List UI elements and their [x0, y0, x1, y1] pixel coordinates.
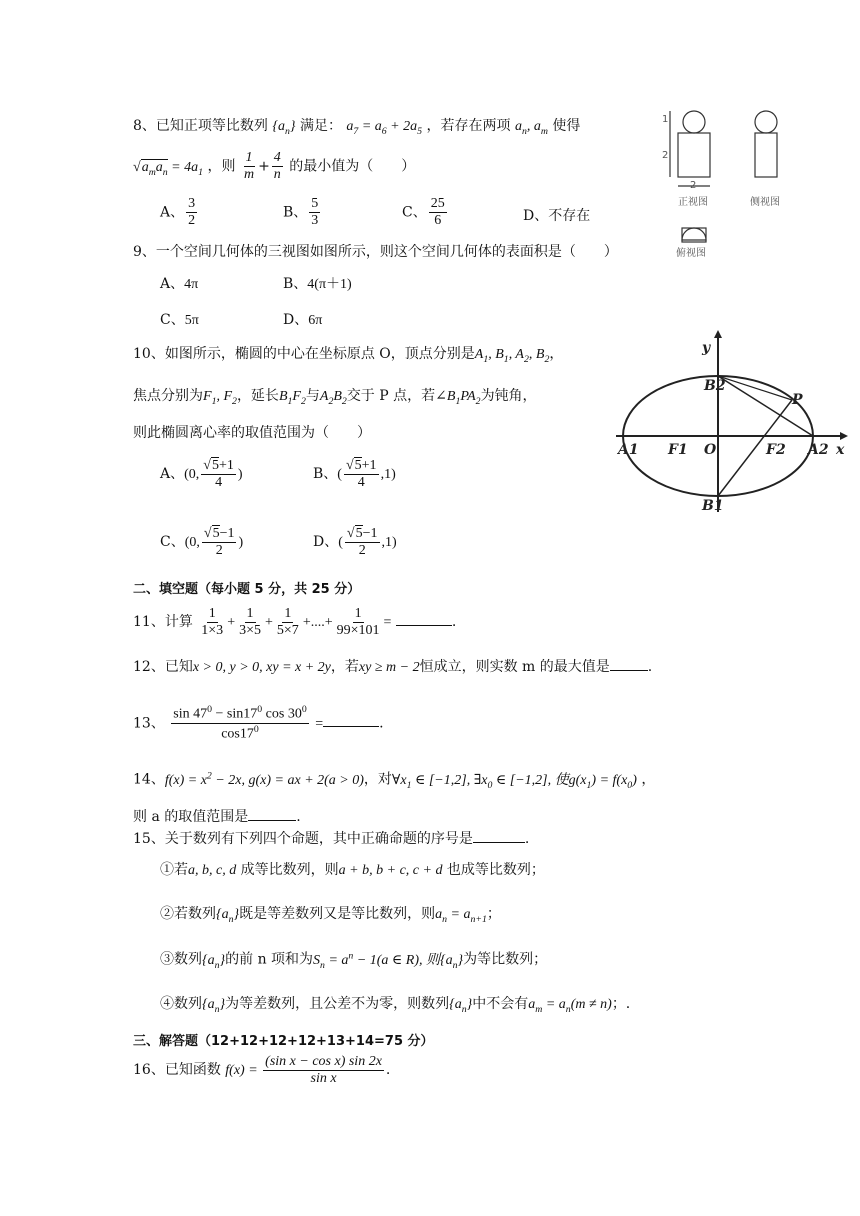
q10-angle: $\angle B_1PA_2$	[435, 389, 481, 407]
label-o: O	[704, 442, 717, 458]
q15-item-2	[160, 906, 501, 926]
q15-i2-math1: $\{a_n\}$	[216, 907, 240, 925]
q8-option-a	[160, 196, 199, 229]
q11: 11、计算 $\frac{1}{1\times 3}$ + $\frac{1}{3\times 5}$ + $\frac{1}{5\times 7}$ +....+ $\frac{1}{99\times 101}$ = .	[133, 606, 457, 639]
q8-seq: $\{a_n\}$	[272, 119, 296, 137]
q10-vertices: $A_1$, $B_1$, $A_2$, $B_2$	[474, 347, 550, 365]
q9-option-a-label: A、	[160, 276, 185, 292]
label-x: x	[836, 442, 845, 458]
q10-option-c-label: C、	[160, 533, 185, 550]
q8-text-e: ，则	[207, 158, 236, 175]
q14-line1: 14、$f(x) = x^2 - 2x$, g(x) = ax + 2(a > 0)，对$\forall x_1$ ∈ [−1,2], $\exists x_0$ ∈ [−1,2], 使$g(x_1) = f(x_0)$ ，	[133, 770, 656, 791]
label-y: y	[702, 340, 711, 356]
q8-condition: $a_7 = a_6 + 2a_5$	[346, 119, 423, 137]
q9-option-a	[160, 276, 198, 294]
q15-i1-a: ①若	[160, 862, 188, 878]
q15-i2-math2: $a_n = a_{n+1}$	[435, 907, 487, 925]
label-f2: F2	[766, 442, 786, 458]
q10-seg2: $A_2B_2$	[319, 389, 347, 407]
q15-text: 15、关于数列有下列四个命题，其中正确命题的序号是	[133, 831, 473, 847]
q8-terms: $a_n$, $a_m$	[514, 119, 548, 137]
q10-option-b-label: B、	[313, 465, 338, 482]
q15-i3-a: ③数列	[160, 951, 202, 968]
q10-text-d: 与	[305, 388, 320, 404]
q9-option-d-label: D、	[283, 312, 309, 328]
q15-item-1	[160, 862, 545, 880]
q9-option-c-value: 5π	[184, 313, 199, 328]
q10-option-a-value: (0, $\frac{√5+1}{4}$ )	[184, 458, 243, 491]
q15-i3-c: 为等比数列；	[463, 951, 548, 968]
q10-option-d-label: D、	[313, 533, 339, 550]
ellipse-svg	[612, 330, 850, 515]
q12-end: .	[647, 659, 653, 675]
q15-i3-math2: $S_n = a^n - 1(a$ ∈ R), 则$\{a_n\}$	[313, 950, 464, 971]
q9-stem: 9、一个空间几何体的三视图如图所示，则这个空间几何体的表面积是（ ）	[133, 244, 618, 260]
q15-i4-d: ；.	[611, 996, 631, 1012]
q14-text-c: 则 a 的取值范围是	[133, 809, 249, 825]
q14-functions: $f(x) = x^2 - 2x$, g(x) = ax + 2(a > 0)	[164, 770, 364, 788]
q15-i4-math2: $\{a_n\}$	[449, 997, 473, 1015]
q13: 13、 $\frac{\sin 47^0 - \sin 17^0 \cos 30^0}{\cos 17^0}$ = .	[133, 704, 384, 742]
q16	[133, 1054, 390, 1087]
q10-seg1: $B_1F_2$	[278, 389, 306, 407]
q8-option-a-value: $\frac{3}{2}$	[188, 196, 196, 229]
q15-item-4	[160, 996, 630, 1016]
section-fill-blank-heading: 二、填空题（每小题 5 分，共 25 分）	[133, 582, 361, 597]
q12-answer-blank[interactable]	[610, 658, 648, 671]
q15-i4-b: 为等差数列，且公差不为零，则数列	[225, 996, 450, 1012]
label-b1: B1	[702, 498, 724, 514]
q9-option-c	[160, 312, 199, 330]
q9-option-b-label: B、	[283, 276, 308, 292]
q15-i1-math2: a + b, b + c, c + d	[338, 863, 443, 878]
q8-option-b	[283, 196, 322, 229]
q16-prefix: 16、已知函数	[133, 1061, 221, 1078]
q9-option-d-value: 6π	[308, 313, 323, 328]
q14-text-b: ，对	[363, 771, 392, 788]
label-p: P	[792, 392, 803, 408]
q9-option-b	[283, 276, 352, 294]
q16-end: .	[385, 1061, 391, 1078]
front-view-label: 正视图	[678, 197, 708, 208]
q8-option-b-value: $\frac{5}{3}$	[311, 196, 319, 229]
three-view-svg	[652, 100, 802, 260]
x-arrow	[840, 432, 848, 440]
q14-answer-blank[interactable]	[248, 808, 296, 821]
q10-text-f: 为钝角，	[480, 388, 537, 404]
three-view-figure	[652, 100, 802, 260]
q15-i4-c: 中不会有	[472, 996, 529, 1012]
q10-text-c: ，延长	[236, 388, 279, 404]
q15-i1-c: 也成等比数列；	[446, 862, 545, 878]
q8-option-a-label: A、	[160, 204, 185, 221]
q9-option-a-value: 4π	[184, 277, 199, 292]
q14-prefix: 14、	[133, 771, 165, 788]
q14-line2	[133, 808, 301, 826]
q8-text-d: 使得	[552, 118, 581, 134]
side-view-rect	[755, 133, 777, 177]
q10-option-d-value: ( $\frac{√5-1}{2}$ ,1)	[338, 526, 397, 559]
q15-stem	[133, 830, 529, 848]
height-dim-label: 2	[662, 150, 669, 161]
q15-i4-math1: $\{a_n\}$	[202, 997, 226, 1015]
q8-line1	[133, 118, 580, 138]
q8-sqrt-eq: $√a_ma_n = 4a_1$	[133, 159, 204, 178]
q12-inequality: xy ≥ m − 2	[358, 660, 420, 675]
q15-i4-math3: $a_m = a_n(m \ne n)$	[528, 997, 612, 1015]
q13-prefix: 13、	[133, 715, 165, 732]
q15-answer-blank[interactable]	[473, 830, 525, 843]
q13-end: .	[379, 715, 384, 732]
q8-frac-4n: $\frac{4}{n}$	[273, 150, 281, 183]
q14-quantifier: $\forall x_1$ ∈ [−1,2], $\exists x_0$ ∈ [−1,2], 使$g(x_1) = f(x_0)$	[391, 772, 637, 791]
q12-text-b: ，若	[330, 659, 359, 675]
q10-text-e: 交于 P 点，若	[346, 388, 436, 404]
q15-i1-math1: a, b, c, d	[188, 863, 237, 878]
q10-foci: $F_1$, $F_2$	[203, 389, 237, 407]
q10-option-a-label: A、	[160, 465, 185, 482]
q15-i3-b: 的前 n 项和为	[225, 951, 314, 968]
q12-text-a: 12、已知	[133, 659, 193, 675]
q9-option-b-value: 4(π＋1)	[307, 277, 352, 292]
ellipse-figure	[612, 330, 850, 515]
front-view-circle	[683, 111, 705, 133]
q12-text-c: 恒成立，则实数 m 的最大值是	[419, 659, 610, 675]
q10-option-d	[313, 526, 397, 559]
q10-line1: 10、如图所示，椭圆的中心在坐标原点 O，顶点分别是$A_1$, $B_1$, $A_2$, $B_2$，	[133, 346, 564, 365]
q12	[133, 658, 652, 677]
side-view-label: 侧视图	[750, 197, 780, 208]
side-view-circle	[755, 111, 777, 133]
q14-end: .	[296, 809, 301, 825]
q8-frac-1m: $\frac{1}{m}$	[243, 150, 255, 183]
q8-text-a: 8、已知正项等比数列	[133, 118, 268, 134]
front-view-rect	[678, 133, 710, 177]
label-a1: A1	[618, 442, 639, 458]
q8-option-c-label: C、	[402, 204, 427, 221]
q11-expression: $\frac{1}{1\times 3}$ + $\frac{1}{3\times 5}$ + $\frac{1}{5\times 7}$ +....+ $\frac{1}{99\times 101}$ =	[201, 606, 392, 639]
label-f1: F1	[668, 442, 688, 458]
q10-option-c	[160, 526, 243, 559]
q15-i4-a: ④数列	[160, 996, 202, 1012]
q8-text-b: 满足：	[299, 118, 342, 134]
q15-i1-b: 成等比数列，则	[240, 862, 339, 878]
radius-dim-label: 1	[662, 114, 669, 125]
q9-option-c-label: C、	[160, 312, 185, 328]
q8-text-f: 的最小值为（ ）	[289, 158, 416, 175]
q8-option-c-value: $\frac{25}{6}$	[430, 196, 445, 229]
q8-option-b-label: B、	[283, 204, 308, 221]
label-a2: A2	[808, 442, 829, 458]
top-view-label: 俯视图	[676, 248, 706, 259]
q15-item-3	[160, 950, 547, 971]
q11-answer-blank[interactable]	[396, 613, 452, 626]
width-dim-label: 2	[690, 180, 697, 191]
top-view-semicircle	[682, 228, 706, 240]
q12-conditions: x > 0, y > 0, xy = x + 2y	[192, 660, 331, 675]
section-solve-heading: 三、解答题（12+12+12+12+13+14=75 分）	[133, 1034, 434, 1049]
q15-i2-b: 既是等差数列又是等比数列，则	[239, 906, 436, 922]
q15-i2-a: ②若数列	[160, 906, 216, 922]
q10-text-a: 10、如图所示，椭圆的中心在坐标原点 O，顶点分别是	[133, 346, 475, 362]
q10-line3: 则此椭圆离心率的取值范围为（ ）	[133, 425, 371, 441]
q8-option-d: D、不存在	[523, 208, 591, 224]
q15-i3-math1: $\{a_n\}$	[202, 952, 226, 971]
q10-text-b: 焦点分别为	[133, 388, 203, 404]
q10-option-b	[313, 458, 396, 491]
q8-text-c: ，若存在两项	[426, 118, 511, 134]
label-b2: B2	[704, 378, 726, 394]
q10-line2	[133, 388, 537, 408]
q10-option-b-value: ( $\frac{√5+1}{4}$ ,1)	[337, 458, 396, 491]
q16-function: f(x) = $\frac{\text{(sin x − cos x) sin 2x}}{\text{sin x}}$	[225, 1054, 382, 1087]
q8-option-c	[402, 196, 449, 229]
q8-line2: $√a_ma_n = 4a_1$ ，则 $\frac{1}{m}$ + $\frac{4}{n}$ 的最小值为（ ）	[133, 150, 416, 183]
q10-option-c-value: (0, $\frac{√5-1}{2}$ )	[184, 526, 244, 559]
q15-end: .	[524, 831, 530, 847]
q9-option-d	[283, 312, 322, 330]
q13-answer-blank[interactable]	[323, 714, 379, 727]
q13-expression: $\frac{\sin 47^0 - \sin 17^0 \cos 30^0}{\cos 17^0}$	[173, 704, 307, 742]
q10-option-a	[160, 458, 243, 491]
y-arrow	[714, 330, 722, 338]
q15-i2-c: ；	[486, 906, 501, 922]
q11-prefix: 11、计算	[133, 613, 193, 630]
